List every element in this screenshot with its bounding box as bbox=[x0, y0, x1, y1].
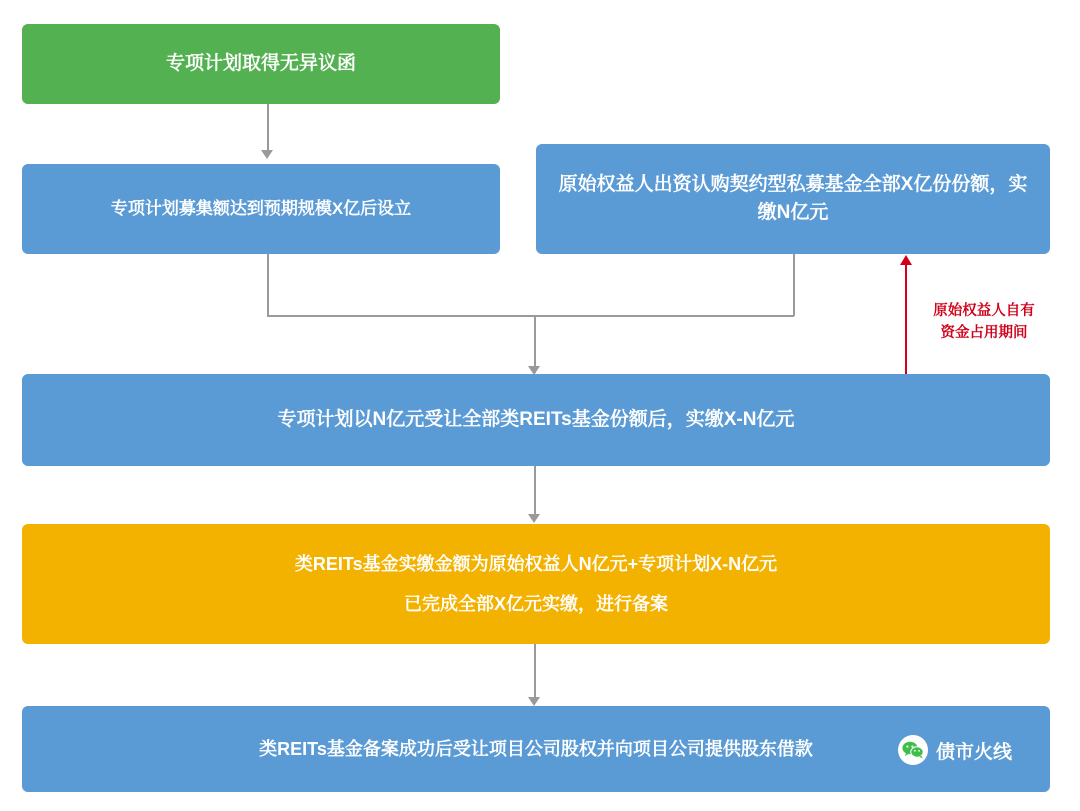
node-5-label-line-2: 已完成全部X亿元实缴，进行备案 bbox=[403, 594, 668, 614]
node-special-plan-no-objection-letter[interactable] bbox=[22, 24, 500, 104]
connector-node1-node2 bbox=[267, 104, 269, 152]
red-duration-line bbox=[905, 264, 907, 378]
node-originator-subscribes-fund[interactable] bbox=[536, 144, 1050, 254]
watermark bbox=[898, 735, 1012, 765]
annotation-line-2: 资金占用期间 bbox=[940, 325, 1028, 342]
arrowhead-node5-node6 bbox=[528, 697, 540, 706]
annotation-line-1: 原始权益人自有 bbox=[933, 303, 1035, 319]
node-fund-filed-acquire-equity[interactable] bbox=[22, 706, 1050, 792]
node-6-label: 类REITs基金备案成功后受让项目公司股权并向项目公司提供股东借款 bbox=[259, 738, 813, 759]
node-5-label-line-1: 类REITs基金实缴金额为原始权益人N亿元+专项计划X-N亿元 bbox=[294, 553, 778, 574]
node-fund-paid-in-and-filing[interactable] bbox=[22, 524, 1050, 644]
watermark-label: 债市火线 bbox=[936, 741, 1013, 763]
connector-horizontal-bus bbox=[267, 315, 794, 317]
arrowhead-node4-node5 bbox=[528, 514, 540, 523]
node-3-label: 原始权益人出资认购契约型私募基金全部X亿份份额，实缴N亿元 bbox=[558, 174, 1028, 223]
connector-node3-bus bbox=[793, 254, 795, 316]
node-1-label: 专项计划取得无异议函 bbox=[165, 53, 356, 75]
node-4-label: 专项计划以N亿元受让全部类REITs基金份额后，实缴X-N亿元 bbox=[277, 409, 795, 431]
connector-node5-node6 bbox=[534, 644, 536, 700]
node-2-label: 专项计划募集额达到预期规模X亿后设立 bbox=[110, 198, 412, 218]
connector-bus-node4 bbox=[534, 315, 536, 373]
connector-node4-node5 bbox=[534, 466, 536, 518]
node-plan-acquires-fund-shares[interactable] bbox=[22, 374, 1050, 466]
node-special-plan-established[interactable] bbox=[22, 164, 500, 254]
connector-node2-bus bbox=[267, 254, 269, 316]
wechat-icon bbox=[898, 735, 928, 765]
arrowhead-node1-node2 bbox=[261, 150, 273, 159]
originator-own-funds-period-label bbox=[919, 300, 1049, 345]
